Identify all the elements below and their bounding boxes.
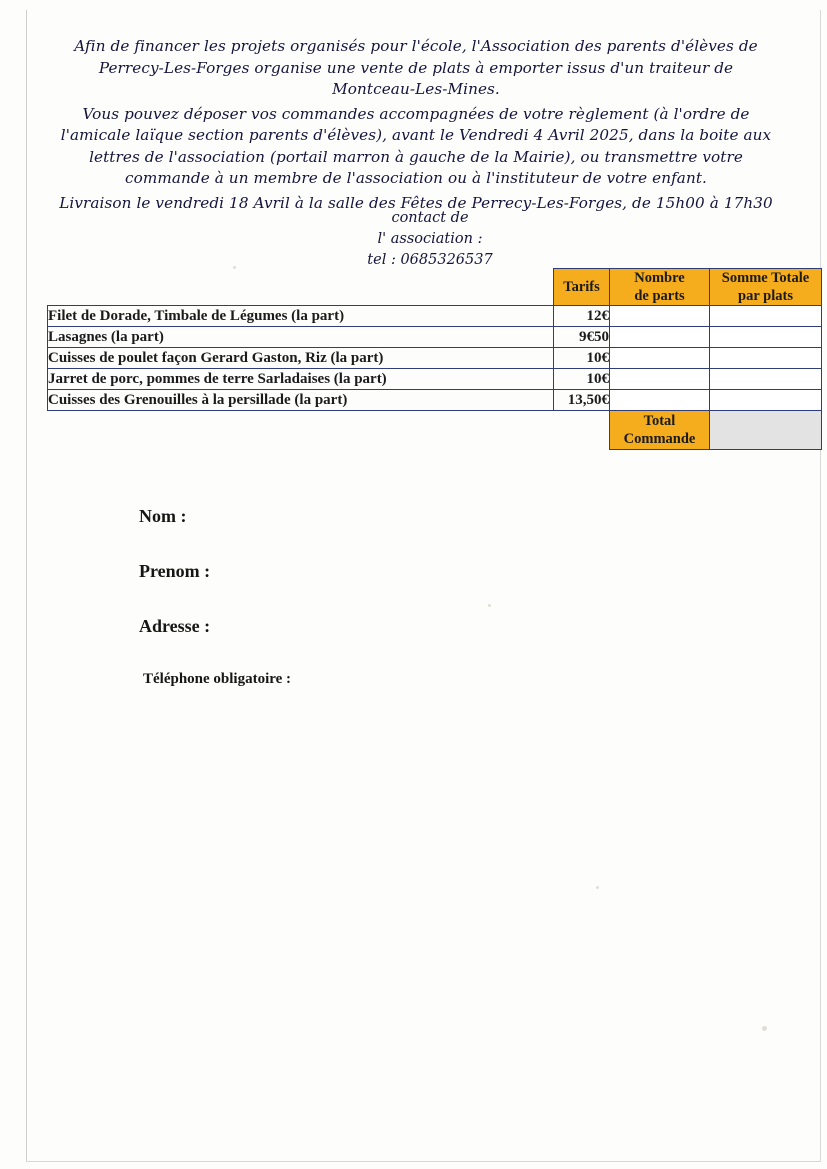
dish-total-field[interactable] bbox=[710, 306, 822, 327]
dish-price: 12€ bbox=[554, 306, 610, 327]
customer-form bbox=[139, 506, 291, 688]
dish-name: Cuisses des Grenouilles à la persillade (la part) bbox=[48, 390, 554, 411]
total-spacer-price bbox=[554, 411, 610, 450]
header-price: Tarifs bbox=[554, 269, 610, 306]
header-spacer bbox=[48, 269, 554, 306]
order-table bbox=[47, 268, 822, 450]
scan-speckle bbox=[596, 886, 599, 889]
contact-line-2: l' association : bbox=[377, 231, 483, 247]
dish-price: 9€50 bbox=[554, 327, 610, 348]
table-row bbox=[48, 306, 822, 327]
total-order-label bbox=[610, 411, 710, 450]
total-order-value-field[interactable] bbox=[710, 411, 822, 450]
dish-count-field[interactable] bbox=[610, 348, 710, 369]
field-label-nom[interactable]: Nom : bbox=[139, 506, 187, 526]
dish-price: 10€ bbox=[554, 369, 610, 390]
table-row bbox=[48, 327, 822, 348]
table-row bbox=[48, 348, 822, 369]
table-row bbox=[48, 390, 822, 411]
contact-block bbox=[300, 208, 560, 271]
table-total-row bbox=[48, 411, 822, 450]
dish-price: 10€ bbox=[554, 348, 610, 369]
header-count-line1: Nombre bbox=[634, 270, 685, 286]
dish-count-field[interactable] bbox=[610, 327, 710, 348]
contact-line-1: contact de bbox=[391, 210, 469, 226]
header-count-line2: de parts bbox=[634, 288, 685, 304]
total-label-line2: Commande bbox=[623, 431, 696, 447]
intro-paragraph-1: Afin de financer les projets organisés pour l'école, l'Association des parents d'élèves de Perrecy-Les-Forges organise une vente de plats à emporter issus d'un traiteur de Montceau-Les-Mines. bbox=[74, 37, 758, 98]
dish-total-field[interactable] bbox=[710, 348, 822, 369]
total-spacer-label bbox=[48, 411, 554, 450]
scan-speckle bbox=[488, 604, 491, 607]
intro-text-block bbox=[56, 36, 776, 214]
dish-total-field[interactable] bbox=[710, 369, 822, 390]
dish-name: Cuisses de poulet façon Gerard Gaston, Riz (la part) bbox=[48, 348, 554, 369]
table-header-row bbox=[48, 269, 822, 306]
field-label-telephone[interactable]: Téléphone obligatoire : bbox=[143, 671, 292, 687]
header-total-line1: Somme Totale bbox=[721, 270, 810, 286]
intro-paragraph-2: Vous pouvez déposer vos commandes accompagnées de votre règlement (à l'ordre de l'amicale laïque section parents d'élèves), avant le Vendredi 4 Avril 2025, dans la boite aux lettres de l'association (portail marron à gauche de la Mairie), ou transmettre votre commande à un membre de l'association ou à l'instituteur de votre enfant. bbox=[60, 104, 772, 187]
contact-phone: tel : 0685326537 bbox=[367, 252, 493, 268]
header-total bbox=[710, 269, 822, 306]
dish-count-field[interactable] bbox=[610, 369, 710, 390]
dish-total-field[interactable] bbox=[710, 327, 822, 348]
header-count bbox=[610, 269, 710, 306]
field-label-adresse[interactable]: Adresse : bbox=[139, 616, 211, 636]
scan-speckle bbox=[233, 266, 236, 269]
dish-name: Jarret de porc, pommes de terre Sarladaises (la part) bbox=[48, 369, 554, 390]
dish-name: Filet de Dorade, Timbale de Légumes (la part) bbox=[48, 306, 554, 327]
dish-price: 13,50€ bbox=[554, 390, 610, 411]
intro-paragraph-3: Livraison le vendredi 18 Avril à la salle des Fêtes de Perrecy-Les-Forges, de 15h00 à 17h30 bbox=[59, 193, 773, 212]
dish-name: Lasagnes (la part) bbox=[48, 327, 554, 348]
total-label-line1: Total bbox=[643, 413, 676, 429]
table-row bbox=[48, 369, 822, 390]
dish-count-field[interactable] bbox=[610, 390, 710, 411]
scan-speckle bbox=[762, 1026, 767, 1031]
field-label-prenom[interactable]: Prenom : bbox=[139, 561, 211, 581]
header-total-line2: par plats bbox=[738, 288, 793, 304]
dish-count-field[interactable] bbox=[610, 306, 710, 327]
dish-total-field[interactable] bbox=[710, 390, 822, 411]
